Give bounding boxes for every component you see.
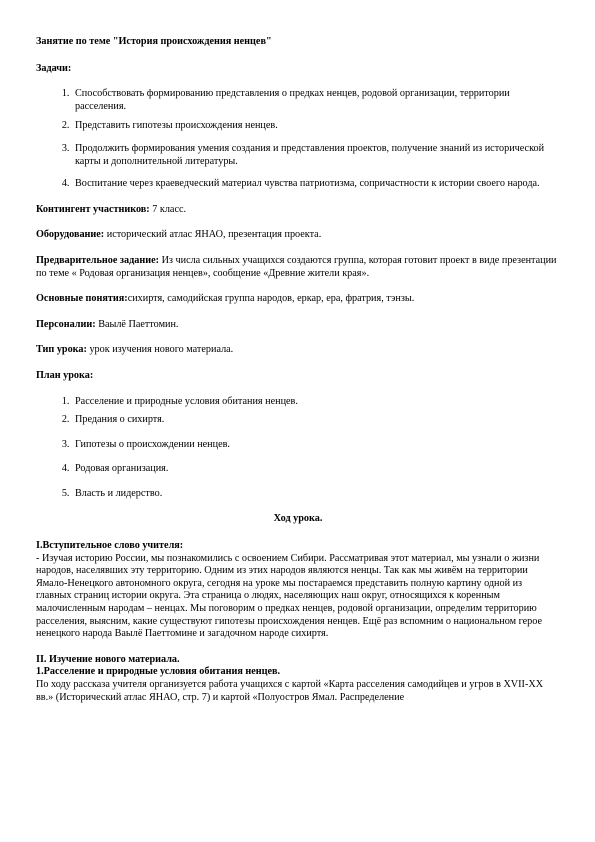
equipment-line [36,229,560,242]
list-item: 3. Продолжить формирования умения создания и представления проектов, получение знаний из исторической карты и дополнительной литературы. [72,143,560,168]
concepts-value: сихиртя, самодийская группа народов, еркар, ера, фратрия, тэнзы. [127,293,415,305]
plan-list [36,396,560,501]
contingent-value: 7 класс. [149,203,187,215]
lesson-course-heading: Ход урока. [273,513,323,525]
equipment-value: исторический атлас ЯНАО, презентация проекта. [104,229,322,241]
section2-text: По ходу рассказа учителя организуется работа учащихся с картой «Карта расселения самодийцев и угров в XVII-XX вв.» (Исторический атлас ЯНАО, стр. 7) и картой «Полуостров Ямал. Распределение [36,679,544,703]
section2-heading: II. Изучение нового материала. [36,653,180,665]
preliminary-value: Из числа сильных учащихся создаются группа, которая готовит проект в виде презентации по теме « Родовая организация ненцев», сообщение «Древние жители края». [36,254,557,279]
concepts-label: Основные понятия: [36,293,128,305]
lesson-type-line [36,344,560,357]
list-item: 3. Гипотезы о происхождении ненцев. [72,439,560,452]
concepts-line [36,293,560,306]
intro-heading: I.Вступительное слово учителя: [36,540,184,552]
tasks-list [36,88,560,191]
tasks-heading: Задачи: [36,62,72,74]
personalities-value: Ваылё Паеттомин. [95,318,179,330]
section2-subheading: 1.Расселение и природные условия обитания ненцев. [36,666,281,678]
document-page [36,36,560,704]
preliminary-label: Предварительное задание: [36,254,160,266]
preliminary-task [36,255,560,280]
list-item: 2. Предания о сихиртя. [72,414,560,427]
personalities-label: Персоналии: [36,318,96,330]
equipment-label: Оборудование: [36,229,105,241]
list-item: 4. Воспитание через краеведческий материал чувства патриотизма, сопричастности к истории своего народа. [72,178,560,191]
list-item: 4. Родовая организация. [72,463,560,476]
document-title: Занятие по теме "История происхождения ненцев" [36,36,272,47]
list-item: 2. Представить гипотезы происхождения ненцев. [72,120,560,133]
intro-text: - Изучая историю России, мы познакомились с освоением Сибири. Рассматривая этот материал, мы узнали о жизни народов, населявших эту территорию. Одним из этих народов являются ненцы. Так как мы живём на территории Ямало-Ненецкого автономного округа, сегодня на уроке мы постараемся представить полную картину одной из главных страниц истории округа. Эта страница о людях, населяющих наш округ, относящихся к коренным малочисленным народам – ненцах. Мы поговорим о предках ненцев, родовой организации, определим территорию расселения, выясним, какие существуют гипотезы происхождения ненцев. Ещё раз вспомним о национальном герое ненецкого народа Ваылё Паеттомине и загадочном народе сихиртя. [36,552,542,640]
plan-heading: План урока: [36,369,94,381]
personalities-line [36,319,560,332]
lesson-type-label: Тип урока: [36,344,87,356]
lesson-type-value: урок изучения нового материала. [86,344,234,356]
list-item: 1. Расселение и природные условия обитания ненцев. [72,396,560,409]
contingent-line [36,204,560,217]
list-item: 1. Способствовать формированию представления о предках ненцев, родовой организации, территории расселения. [72,88,560,113]
contingent-label: Контингент участников: [36,203,150,215]
list-item: 5. Власть и лидерство. [72,488,560,501]
